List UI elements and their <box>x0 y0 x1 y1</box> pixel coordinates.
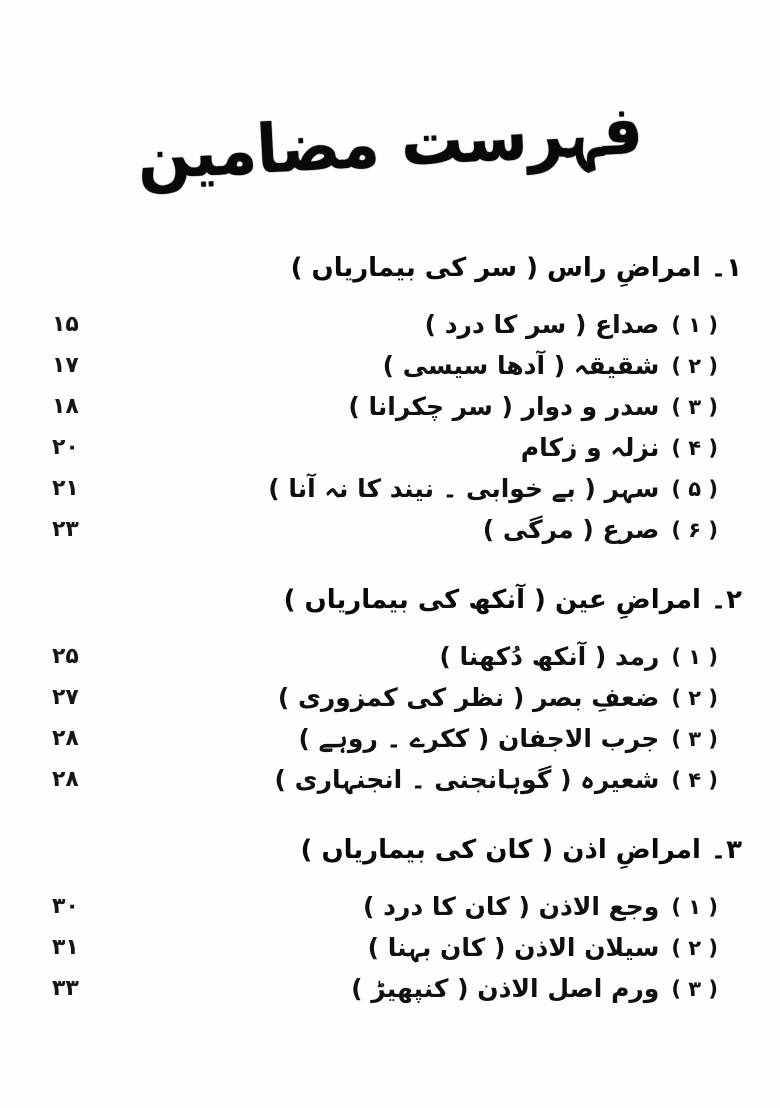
entry-number: ( ۱ ) <box>671 312 718 337</box>
entry <box>278 683 718 712</box>
entry-label: سدر و دوار ( سر چکرانا ) <box>348 392 660 421</box>
entry-page-number: ۱۷ <box>52 353 79 378</box>
section-heading <box>52 828 742 872</box>
entry-label: رمد ( آنکھ دُکھنا ) <box>439 642 660 671</box>
toc-section-eye-diseases <box>52 578 742 800</box>
section-items <box>52 636 742 800</box>
entry-number: ( ۶ ) <box>671 517 718 542</box>
entry-label: نزلہ و زکام <box>520 433 660 462</box>
entry <box>363 892 718 921</box>
entry <box>368 933 718 962</box>
page-title: فہرست مضامین <box>135 89 645 195</box>
section-number: ۱۔ <box>710 253 742 283</box>
section-heading-text: امراضِ راس ( سر کی بیماریاں ) <box>290 253 701 283</box>
title-block <box>0 78 780 206</box>
section-heading-text: امراضِ عین ( آنکھ کی بیماریاں ) <box>283 585 701 615</box>
entry-page-number: ۲۸ <box>52 767 79 792</box>
entry <box>268 474 718 503</box>
entry-label: صداع ( سر کا درد ) <box>424 310 660 339</box>
section-items <box>52 304 742 550</box>
toc-section-ear-diseases <box>52 828 742 1009</box>
entry-page-number: ۱۵ <box>52 312 79 337</box>
entry-page-number: ۳۳ <box>52 976 79 1001</box>
entry-page-number: ۲۵ <box>52 644 79 669</box>
section-items <box>52 886 742 1009</box>
section-number: ۲۔ <box>710 585 742 615</box>
entry-number: ( ۴ ) <box>671 767 718 792</box>
entry-page-number: ۳۰ <box>52 894 79 919</box>
entry-page-number: ۲۷ <box>52 685 79 710</box>
entry <box>439 642 718 671</box>
entry-label: جرب الاجفان ( ککرے ۔ روہے ) <box>298 724 660 753</box>
entry-page-number: ۲۳ <box>52 517 79 542</box>
toc-entry <box>52 427 742 468</box>
entry-number: ( ۲ ) <box>671 685 718 710</box>
entry-label: سہر ( بے خوابی ۔ نیند کا نہ آنا ) <box>268 474 660 503</box>
entry-number: ( ۲ ) <box>671 935 718 960</box>
entry-label: سیلان الاذن ( کان بہنا ) <box>367 933 660 962</box>
section-heading <box>52 578 742 622</box>
toc-entry <box>52 636 742 677</box>
table-of-contents <box>0 246 780 1009</box>
toc-entry <box>52 718 742 759</box>
entry-page-number: ۲۱ <box>52 476 79 501</box>
entry-number: ( ۲ ) <box>671 353 718 378</box>
entry-number: ( ۳ ) <box>671 726 718 751</box>
toc-entry <box>52 468 742 509</box>
entry-number: ( ۳ ) <box>671 976 718 1001</box>
entry-page-number: ۳۱ <box>52 935 79 960</box>
toc-entry <box>52 345 742 386</box>
toc-entry <box>52 509 742 550</box>
entry <box>351 974 718 1003</box>
entry <box>483 515 718 544</box>
entry-number: ( ۳ ) <box>671 394 718 419</box>
toc-entry <box>52 968 742 1009</box>
section-heading-text: امراضِ اذن ( کان کی بیماریاں ) <box>300 835 701 865</box>
entry <box>298 724 718 753</box>
entry <box>275 765 718 794</box>
entry-label: ضعفِ بصر ( نظر کی کمزوری ) <box>277 683 660 712</box>
toc-entry <box>52 886 742 927</box>
toc-section-head-diseases <box>52 246 742 550</box>
entry-number: ( ۵ ) <box>671 476 718 501</box>
entry <box>348 392 718 421</box>
entry-label: ورم اصل الاذن ( کنپھیڑ ) <box>351 974 660 1003</box>
toc-entry <box>52 386 742 427</box>
entry-page-number: ۱۸ <box>52 394 79 419</box>
entry-page-number: ۲۸ <box>52 726 79 751</box>
entry-label: صرع ( مرگی ) <box>482 515 660 544</box>
entry-number: ( ۱ ) <box>671 644 718 669</box>
entry <box>383 351 718 380</box>
entry-number: ( ۴ ) <box>671 435 718 460</box>
entry-number: ( ۱ ) <box>671 894 718 919</box>
toc-entry <box>52 677 742 718</box>
entry <box>425 310 718 339</box>
entry-label: شعیرہ ( گوہانجنی ۔ انجنہاری ) <box>274 765 660 794</box>
toc-entry <box>52 927 742 968</box>
entry <box>521 433 718 462</box>
toc-entry <box>52 304 742 345</box>
entry-label: وجع الاذن ( کان کا درد ) <box>363 892 660 921</box>
section-number: ۳۔ <box>710 835 742 865</box>
entry-page-number: ۲۰ <box>52 435 79 460</box>
section-heading <box>52 246 742 290</box>
toc-entry <box>52 759 742 800</box>
entry-label: شقیقہ ( آدھا سیسی ) <box>382 351 660 380</box>
